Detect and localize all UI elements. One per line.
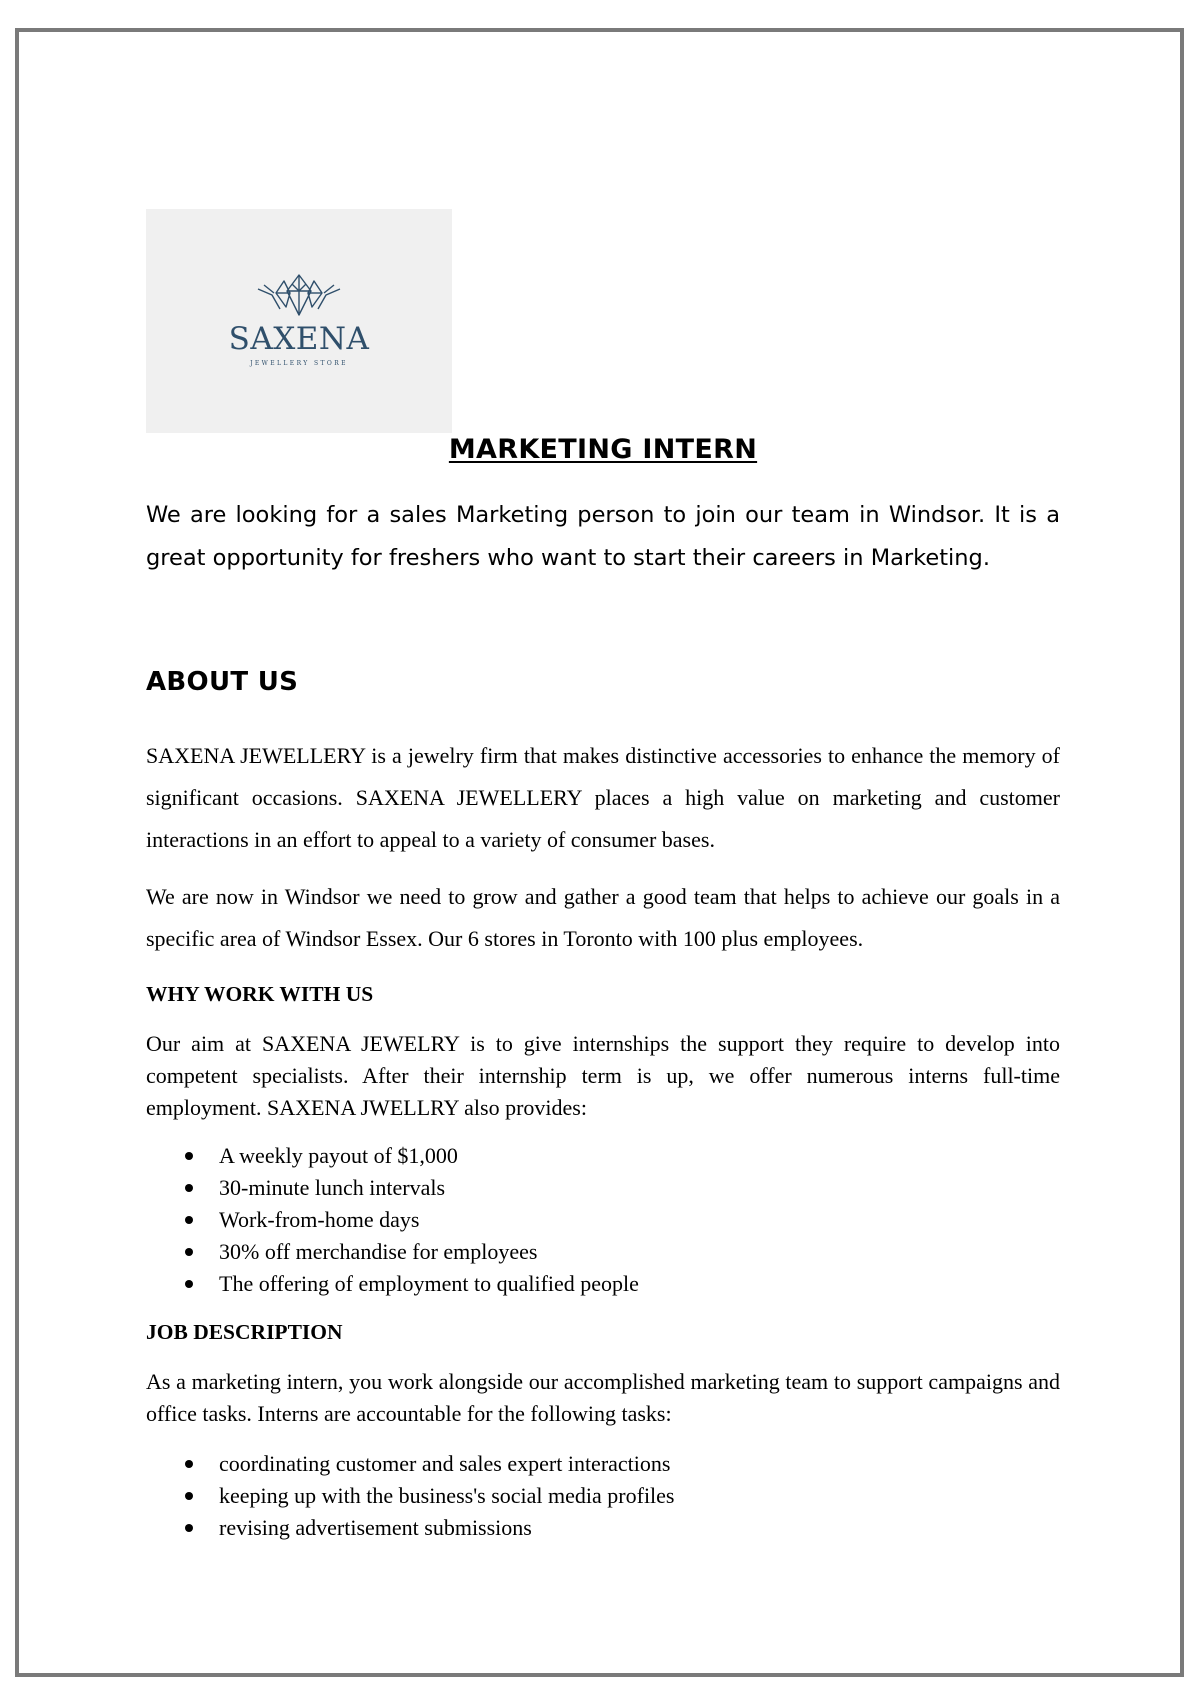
why-heading: WHY WORK WITH US	[146, 982, 374, 1006]
task-text: revising advertisement submissions	[219, 1515, 532, 1540]
bullet-icon	[185, 1492, 193, 1500]
benefit-text: A weekly payout of $1,000	[219, 1143, 458, 1168]
intro-paragraph: We are looking for a sales Marketing person to join our team in Windsor. It is a great opportunity for freshers who want to start their careers in Marketing.	[146, 502, 1060, 571]
about-heading: ABOUT US	[146, 667, 299, 697]
about-paragraph-1: SAXENA JEWELLERY is a jewelry firm that makes distinctive accessories to enhance the memory of significant occasions. SAXENA JEWELLERY places a high value on marketing and customer interactions in an effort to appeal to a variety of consumer bases.	[146, 743, 1060, 852]
task-text: keeping up with the business's social media profiles	[219, 1483, 675, 1508]
page-title: MARKETING INTERN	[448, 434, 758, 465]
tasks-list	[146, 1448, 1060, 1544]
bullet-icon	[185, 1524, 193, 1532]
about-paragraph-2: We are now in Windsor we need to grow and gather a good team that helps to achieve our goals in a specific area of Windsor Essex. Our 6 stores in Toronto with 100 plus employees.	[146, 884, 1060, 951]
job-description-heading: JOB DESCRIPTION	[146, 1320, 343, 1344]
list-item	[146, 1172, 1060, 1204]
benefit-text: Work-from-home days	[219, 1207, 420, 1232]
company-logo	[146, 209, 452, 433]
diamond-lotus-icon	[254, 271, 344, 319]
bullet-icon	[185, 1216, 193, 1224]
logo-wordmark: SAXENA	[228, 321, 370, 357]
bullet-icon	[185, 1248, 193, 1256]
why-paragraph: Our aim at SAXENA JEWELRY is to give internships the support they require to develop into competent specialists. After their internship term is up, we offer numerous interns full-time employment. SAXENA JWELLRY also provides:	[146, 1031, 1060, 1120]
logo-tagline: JEWELLERY STORE	[250, 360, 348, 367]
benefit-text: 30% off merchandise for employees	[219, 1239, 538, 1264]
bullet-icon	[185, 1152, 193, 1160]
task-text: coordinating customer and sales expert interactions	[219, 1451, 671, 1476]
benefit-text: 30-minute lunch intervals	[219, 1175, 446, 1200]
benefits-list	[146, 1140, 1060, 1300]
list-item	[146, 1480, 1060, 1512]
bullet-icon	[185, 1184, 193, 1192]
list-item	[146, 1236, 1060, 1268]
list-item	[146, 1512, 1060, 1544]
list-item	[146, 1448, 1060, 1480]
benefit-text: The offering of employment to qualified people	[219, 1271, 639, 1296]
bullet-icon	[185, 1280, 193, 1288]
bullet-icon	[185, 1460, 193, 1468]
list-item	[146, 1140, 1060, 1172]
list-item	[146, 1268, 1060, 1300]
list-item	[146, 1204, 1060, 1236]
job-description-paragraph: As a marketing intern, you work alongside our accomplished marketing team to support campaigns and office tasks. Interns are accountable for the following tasks:	[146, 1369, 1060, 1426]
